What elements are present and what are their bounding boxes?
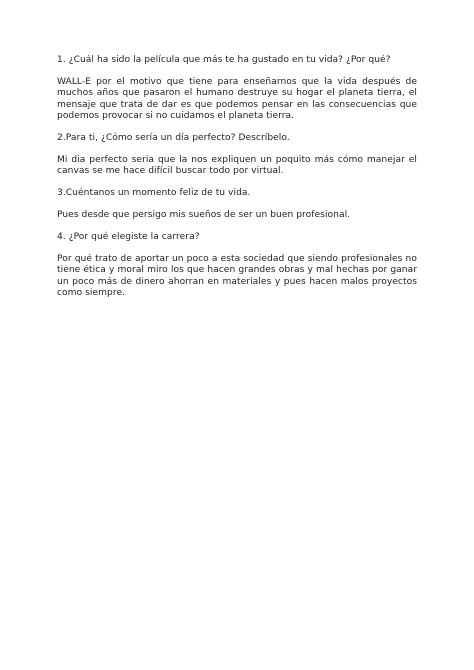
answer-1: WALL-E por el motivo que tiene para enseñarnos que la vida después de muchos años que pasaron el humano destruye su hogar el planeta tierra, el mensaje que trata de dar es que podemos pensar en las consecuencias que podemos provocar si no cuidamos el planeta tierra. — [57, 76, 417, 122]
answer-4: Por qué trato de aportar un poco a esta sociedad que siendo profesionales no tiene ética y moral miro los que hacen grandes obras y mal hechas por ganar un poco más de dinero ahorran en materiales y pues hacen malos proyectos como siempre. — [57, 253, 417, 299]
question-2: 2.Para ti, ¿Cómo sería un día perfecto? Descríbelo. — [57, 133, 290, 144]
question-1: 1. ¿Cuál ha sido la película que más te ha gustado en tu vida? ¿Por qué? — [57, 55, 391, 65]
document-body — [57, 55, 417, 310]
answer-3: Pues desde que persigo mis sueños de ser un buen profesional. — [57, 210, 351, 221]
answer-2: Mi dia perfecto seria que la nos expliquen un poquito más cómo manejar el canvas se me hace difícil buscar todo por virtual. — [57, 154, 417, 177]
question-3: 3.Cuéntanos un momento feliz de tu vida. — [57, 188, 251, 199]
question-4: 4. ¿Por qué elegiste la carrera? — [57, 232, 200, 243]
